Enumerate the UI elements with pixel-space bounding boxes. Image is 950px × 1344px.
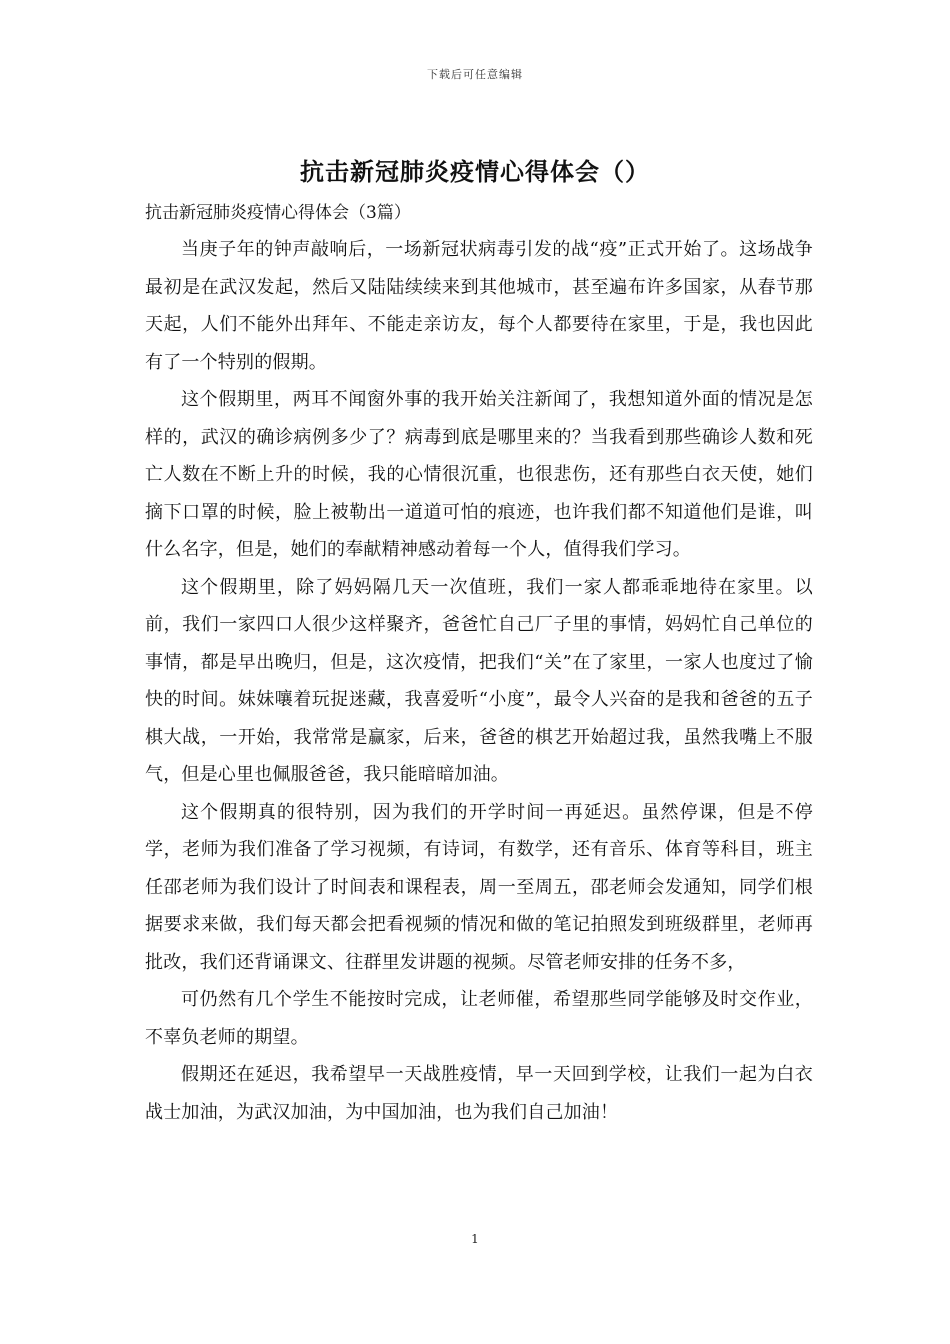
- paragraph-4: 这个假期真的很特别，因为我们的开学时间一再延迟。虽然停课，但是不停学，老师为我们准备了学习视频，有诗词，有数学，还有音乐、体育等科目，班主任邵老师为我们设计了时间表和课程表，周一至周五，邵老师会发通知，同学们根据要求来做，我们每天都会把看视频的情况和做的笔记拍照发到班级群里，老师再批改，我们还背诵课文、往群里发讲题的视频。尽管老师安排的任务不多，: [145, 801, 813, 973]
- paragraph-6: 假期还在延迟，我希望早一天战胜疫情，早一天回到学校，让我们一起为白衣战士加油，为武汉加油，为中国加油，也为我们自己加油！: [145, 1064, 813, 1123]
- paragraph-3: 这个假期里，除了妈妈隔几天一次值班，我们一家人都乖乖地待在家里。以前，我们一家四口人很少这样聚齐，爸爸忙自己厂子里的事情，妈妈忙自己单位的事情，都是早出晚归，但是，这次疫情，把我们“关”在了家里，一家人也度过了愉快的时间。妹妹嚷着玩捉迷藏，我喜爱听“小度”，最令人兴奋的是我和爸爸的五子棋大战，一开始，我常常是赢家，后来，爸爸的棋艺开始超过我，虽然我嘴上不服气，但是心里也佩服爸爸，我只能暗暗加油。: [145, 576, 813, 785]
- paragraph-5: 可仍然有几个学生不能按时完成，让老师催，希望那些同学能够及时交作业，不辜负老师的期望。: [145, 989, 813, 1048]
- page-number: 1: [471, 1232, 479, 1246]
- document-title: 抗击新冠肺炎疫情心得体会（）: [300, 157, 650, 186]
- paragraph-2: 这个假期里，两耳不闻窗外事的我开始关注新闻了，我想知道外面的情况是怎样的，武汉的确诊病例多少了？病毒到底是哪里来的？当我看到那些确诊人数和死亡人数在不断上升的时候，我的心情很沉重，也很悲伤，还有那些白衣天使，她们摘下口罩的时候，脸上被勒出一道道可怕的痕迹，也许我们都不知道他们是谁，叫什么名字，但是，她们的奉献精神感动着每一个人，值得我们学习。: [145, 389, 813, 560]
- paragraph-1: 当庚子年的钟声敲响后，一场新冠状病毒引发的战“疫”正式开始了。这场战争最初是在武汉发起，然后又陆陆续续来到其他城市，甚至遍布许多国家，从春节那天起，人们不能外出拜年、不能走亲访友，每个人都要待在家里，于是，我也因此有了一个特别的假期。: [145, 239, 813, 373]
- document-subtitle: 抗击新冠肺炎疫情心得体会（3篇）: [145, 203, 411, 223]
- document-body: [145, 198, 813, 1131]
- header-note: 下载后可任意编辑: [427, 68, 523, 81]
